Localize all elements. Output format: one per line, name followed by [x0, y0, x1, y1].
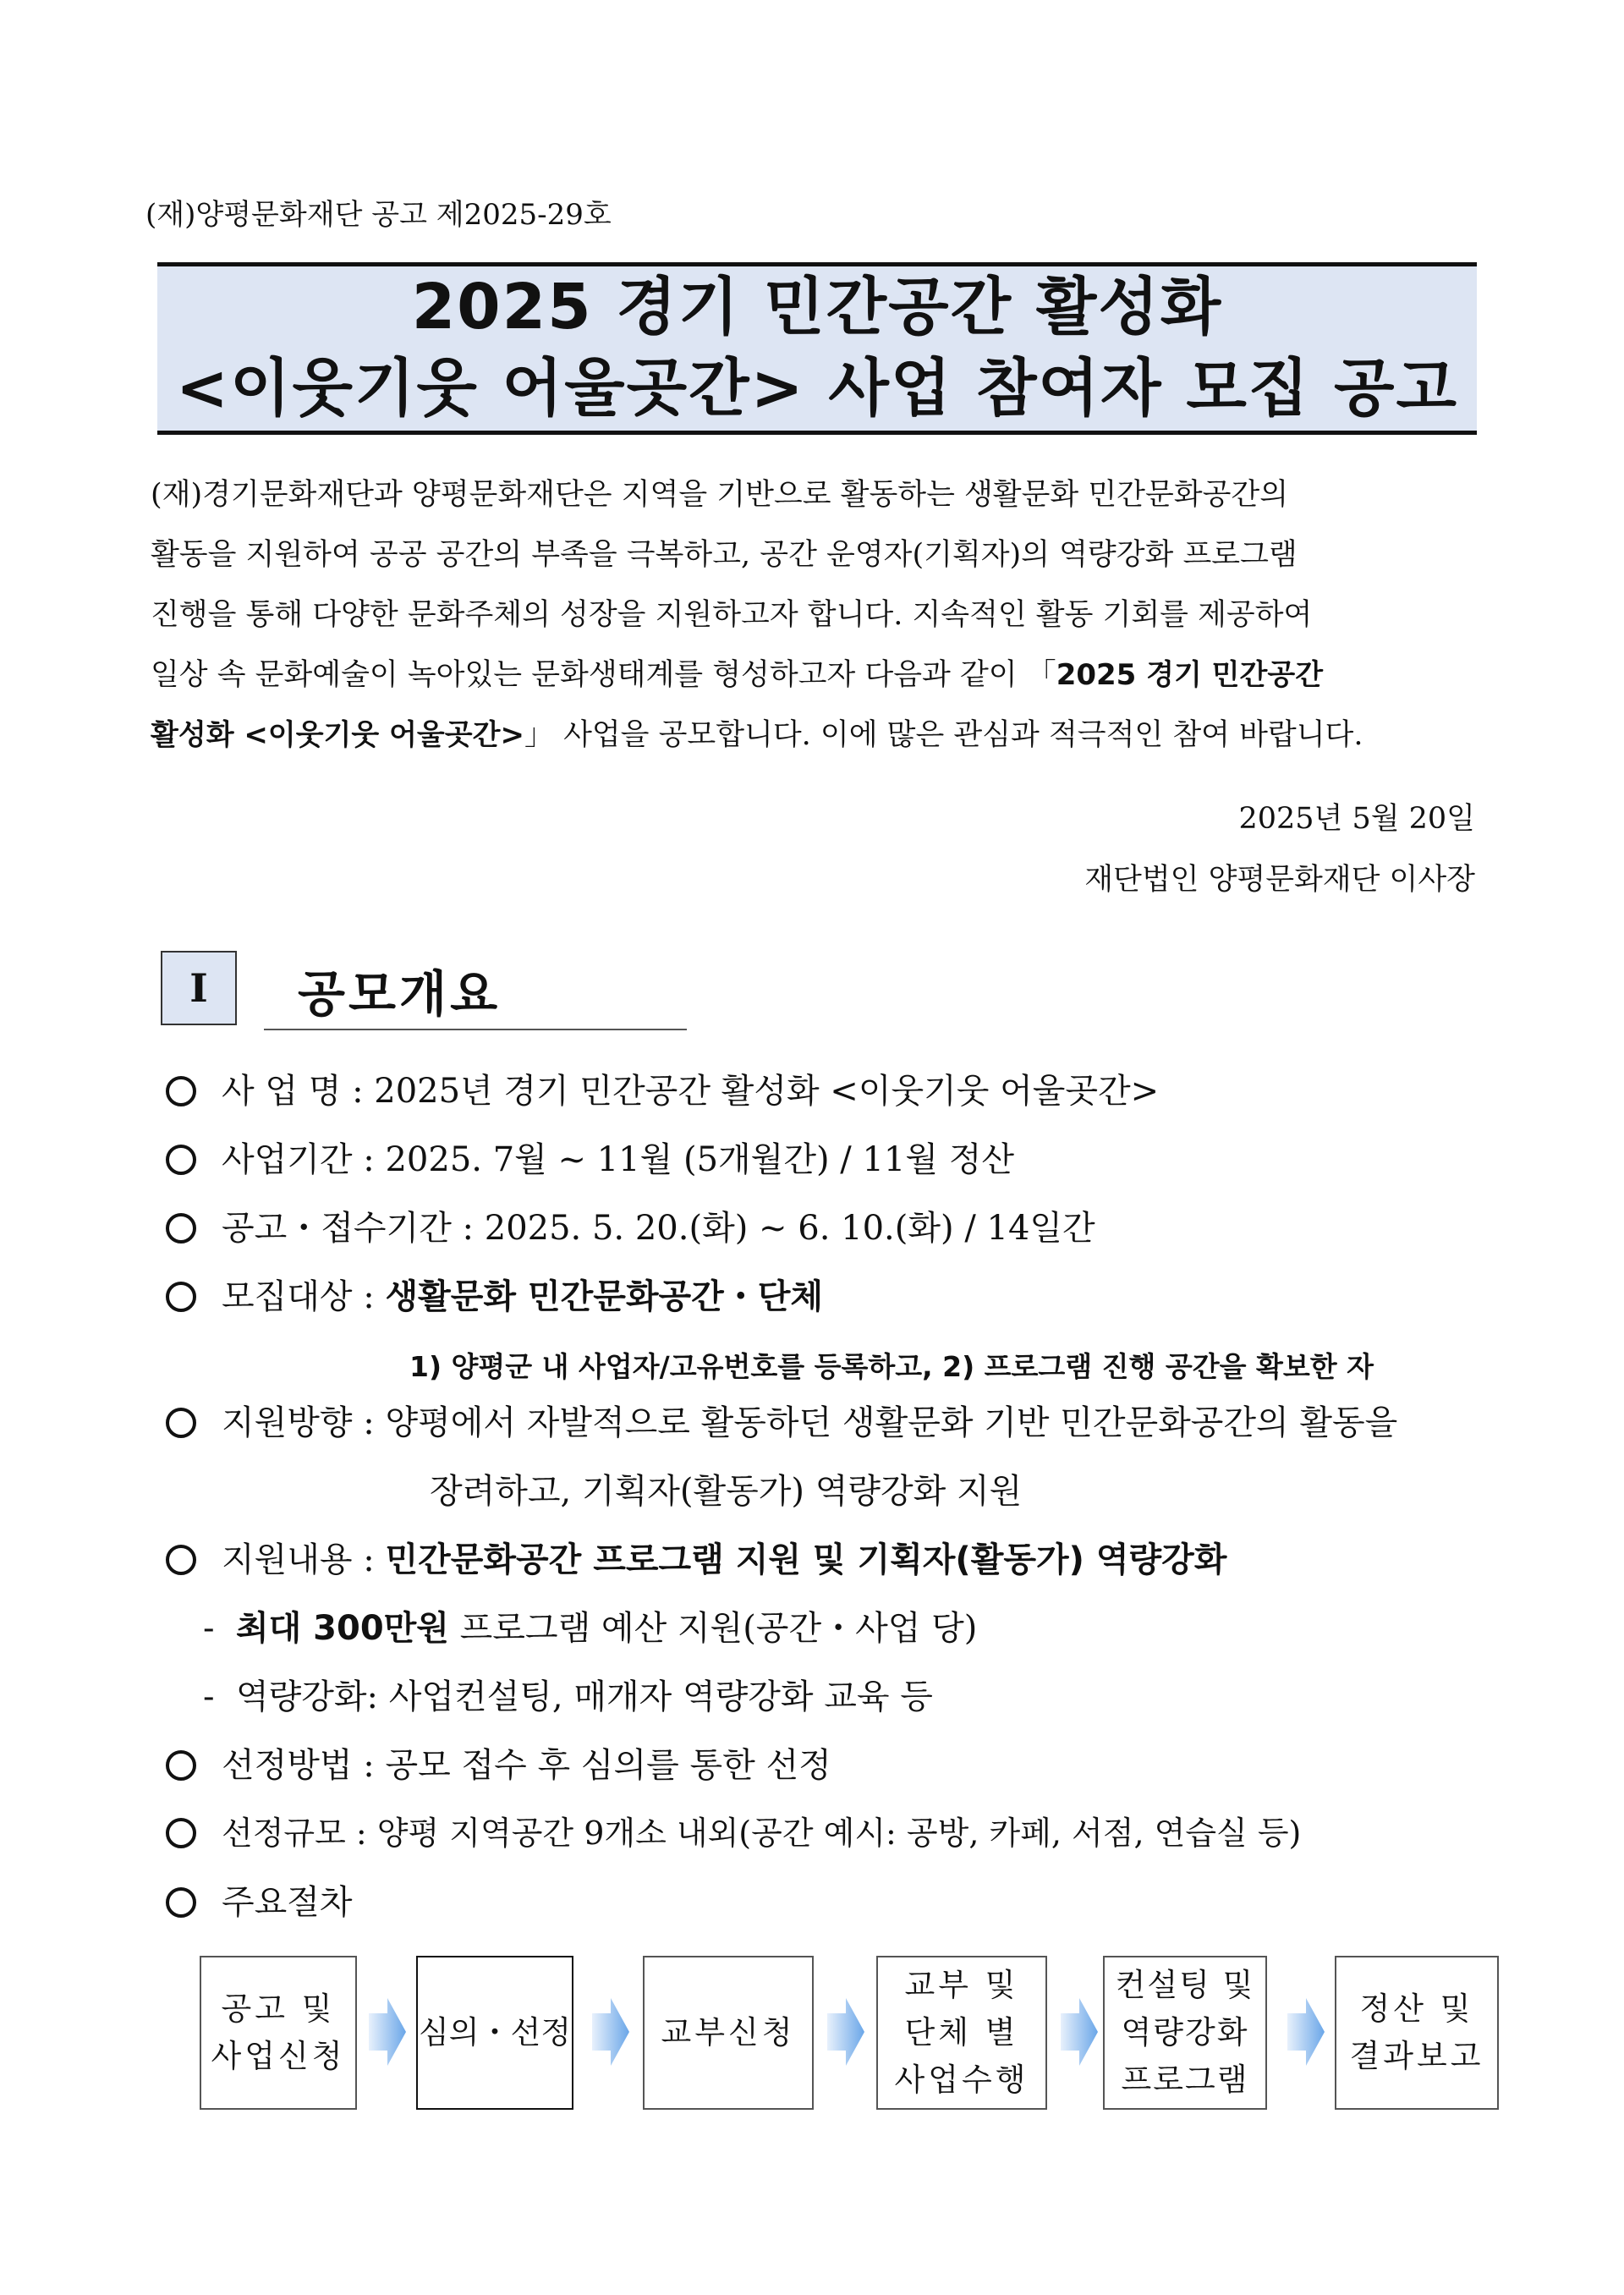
circle-bullet-icon [166, 1145, 196, 1175]
procedure-step-4: 교부 및 단체 별 사업수행 [876, 1956, 1047, 2110]
target-value: 생활문화 민간문화공간・단체 [385, 1277, 824, 1316]
procedure-step-5: 컨설팅 및 역량강화 프로그램 [1103, 1956, 1267, 2110]
procedure-step-2: 심의・선정 [416, 1956, 573, 2110]
item-business-name: 사 업 명 : 2025년 경기 민간공간 활성화 <이웃기웃 어울곳간> [166, 1064, 1159, 1112]
arrow-right-icon [369, 1998, 406, 2066]
item-period: 사업기간 : 2025. 7월 ~ 11월 (5개월간) / 11월 정산 [166, 1133, 1014, 1181]
arrow-right-icon [1287, 1998, 1325, 2066]
support-content-value: 민간문화공간 프로그램 지원 및 기획자(활동가) 역량강화 [385, 1540, 1227, 1579]
circle-bullet-icon [166, 1887, 196, 1918]
circle-bullet-icon [166, 1213, 196, 1244]
item-support-content: 지원내용 : 민간문화공간 프로그램 지원 및 기획자(활동가) 역량강화 [166, 1533, 1226, 1581]
direction-line-2: 장려하고, 기획자(활동가) 역량강화 지원 [430, 1472, 1023, 1511]
procedure-step-6: 정산 및 결과보고 [1335, 1956, 1499, 2110]
procedure-step-3: 교부신청 [643, 1956, 814, 2110]
item-selection-scale: 선정규모 : 양평 지역공간 9개소 내외(공간 예시: 공방, 카페, 서점, 연습실 등) [166, 1807, 1301, 1853]
section-number: I [161, 951, 237, 1025]
support-sub-1: - 최대 300만원 프로그램 예산 지원(공간・사업 당) [203, 1609, 978, 1648]
intro-line-3: 진행을 통해 다양한 문화주체의 성장을 지원하고자 합니다. 지속적인 활동 기회를 제공하여 [151, 598, 1313, 632]
arrow-right-icon [1061, 1998, 1098, 2066]
support-sub-2: - 역량강화: 사업컨설팅, 매개자 역량강화 교육 등 [203, 1677, 933, 1716]
circle-bullet-icon [166, 1750, 196, 1781]
circle-bullet-icon [166, 1282, 196, 1312]
arrow-right-icon [827, 1998, 864, 2066]
item-main-procedure: 주요절차 [166, 1875, 353, 1924]
item-target: 모집대상 : 생활문화 민간문화공간・단체 [166, 1270, 823, 1318]
target-note: 1) 양평군 내 사업자/고유번호를 등록하고, 2) 프로그램 진행 공간을 확보한 자 [409, 1350, 1374, 1383]
title-line-1: 2025 경기 민간공간 활성화 [411, 271, 1223, 343]
issuer: 재단법인 양평문화재단 이사장 [1084, 863, 1475, 897]
item-application-period: 공고・접수기간 : 2025. 5. 20.(화) ~ 6. 10.(화) / 14일간 [166, 1201, 1095, 1249]
intro-line-5-bold: 활성화 <이웃기웃 어울곳간> [151, 718, 524, 752]
circle-bullet-icon [166, 1408, 196, 1438]
circle-bullet-icon [166, 1545, 196, 1575]
procedure-step-1: 공고 및 사업신청 [200, 1956, 357, 2110]
section-underline [264, 1029, 687, 1030]
intro-line-5 [151, 706, 1480, 766]
intro-line-1: (재)경기문화재단과 양평문화재단은 지역을 기반으로 활동하는 생활문화 민간문화공간의 [151, 478, 1289, 512]
intro-line-5-plain: 」 사업을 공모합니다. 이에 많은 관심과 적극적인 참여 바랍니다. [524, 718, 1363, 752]
item-selection-method: 선정방법 : 공모 접수 후 심의를 통한 선정 [166, 1738, 831, 1787]
arrow-right-icon [592, 1998, 629, 2066]
notice-number: (재)양평문화재단 공고 제2025-29호 [145, 198, 612, 232]
circle-bullet-icon [166, 1076, 196, 1106]
intro-line-4-plain: 일상 속 문화예술이 녹아있는 문화생태계를 형성하고자 다음과 같이 「 [151, 658, 1056, 692]
intro-line-2: 활동을 지원하여 공공 공간의 부족을 극복하고, 공간 운영자(기획자)의 역량강화 프로그램 [151, 538, 1298, 572]
notice-date: 2025년 5월 20일 [1238, 802, 1475, 836]
intro-paragraph [151, 465, 1480, 766]
circle-bullet-icon [166, 1818, 196, 1848]
item-direction: 지원방향 : 양평에서 자발적으로 활동하던 생활문화 기반 민간문화공간의 활동을 [166, 1396, 1397, 1444]
intro-line-4 [151, 645, 1480, 706]
intro-line-4-bold: 2025 경기 민간공간 [1056, 658, 1324, 692]
title-box [157, 262, 1477, 435]
section-title: 공모개요 [298, 965, 502, 1023]
title-line-2: <이웃기웃 어울곳간> 사업 참여자 모집 공고 [175, 352, 1459, 425]
